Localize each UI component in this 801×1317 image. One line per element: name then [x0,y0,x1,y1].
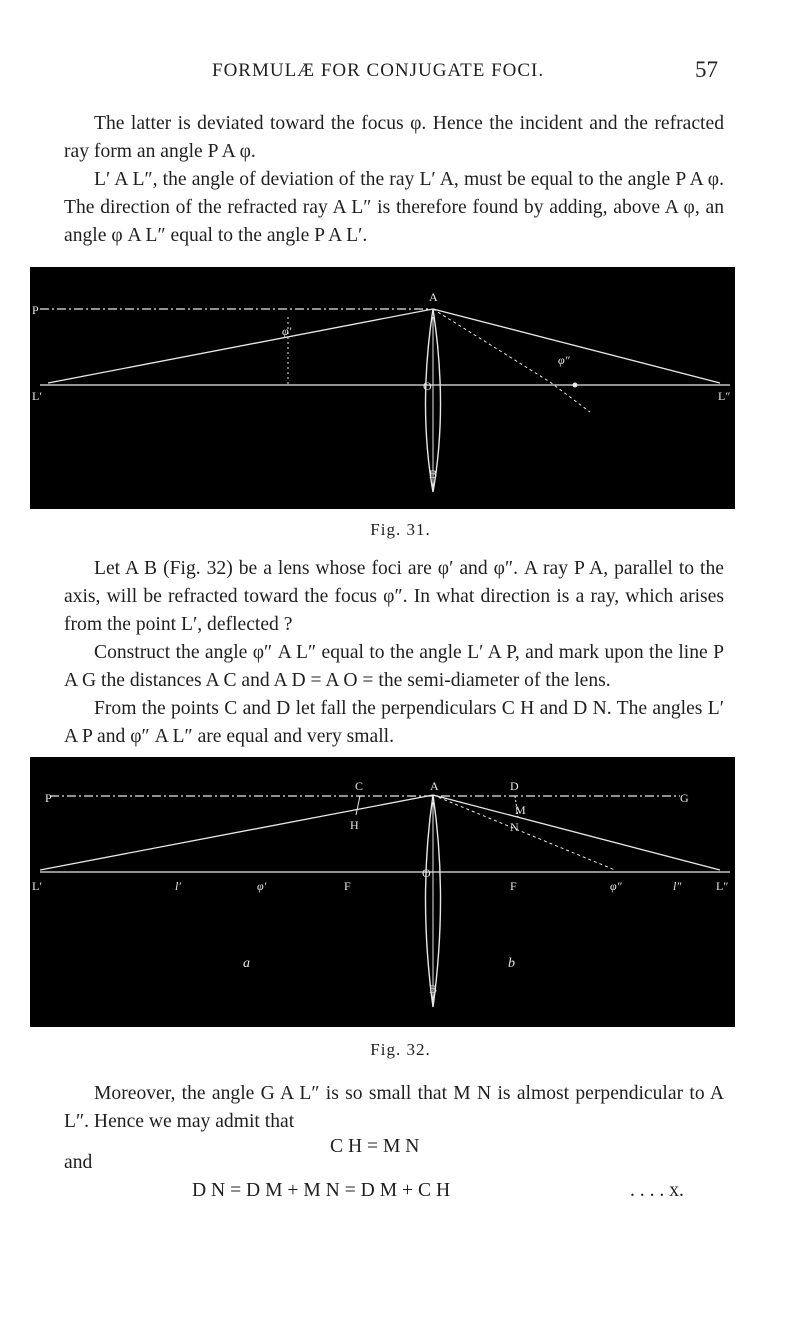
fig31-label-O: O [423,379,432,393]
paragraph-2 [64,555,724,751]
equation-connector: and [64,1152,93,1173]
paragraph-3 [64,1080,724,1136]
paragraph-1-line: The latter is deviated toward the focus φ. Hence the incident and the refracted ray form an angle P A φ. [64,113,724,162]
fig32-label-C: C [355,779,364,793]
fig31-label-B: B [429,467,438,481]
fig31-label-L2: L″ [718,389,731,403]
fig31-label-A: A [429,290,438,304]
paragraph-1 [64,110,724,250]
paragraph-2-line: Let A B (Fig. 32) be a lens whose foci are φ′ and φ″. A ray P A, parallel to the axis, will be refracted toward the focus φ″. In what direction is a ray, which arises from the point L′, deflected ? [64,558,724,635]
figure-32-diagram [30,757,735,1027]
fig32-label-a: a [243,956,250,971]
fig32-label-O: O [422,866,431,880]
fig32-label-F1: F [344,879,351,893]
fig32-label-B: B [429,982,438,996]
fig31-label-phi1: φ′ [282,324,292,338]
figure-31 [30,267,735,509]
fig32-label-l1: l′ [175,879,181,893]
figure-32 [30,757,735,1027]
fig32-label-l2: l″ [673,879,682,893]
fig32-label-phi1: φ′ [257,879,267,893]
paragraph-2-line: From the points C and D let fall the perpendiculars C H and D N. The angles L′ A P and φ″ A L″ are equal and very small. [64,698,724,747]
fig32-label-G: G [680,791,689,805]
page-number: 57 [695,57,718,82]
fig31-label-L1: L′ [32,389,42,403]
equation-2: D N = D M + M N = D M + C H [192,1180,451,1201]
fig32-label-L2: L″ [716,879,729,893]
fig32-label-A: A [430,779,439,793]
fig32-label-L1: L′ [32,879,42,893]
fig32-label-M: M [515,803,526,817]
fig32-label-phi2: φ″ [610,879,622,893]
paragraph-3-line: Moreover, the angle G A L″ is so small that M N is almost perpendicular to A L″. Hence we may admit that [64,1083,724,1132]
page-header [0,57,801,86]
figure-32-caption: Fig. 32. [370,1040,431,1059]
fig32-label-F2: F [510,879,517,893]
equation-2-tag: . . . . x. [630,1180,684,1201]
fig32-label-D: D [510,779,519,793]
paragraph-2-line: Construct the angle φ″ A L″ equal to the angle L′ A P, and mark upon the line P A G the distances A C and A D = A O = the semi-diameter of the lens. [64,642,724,691]
fig32-label-P: P [45,791,52,805]
running-title: FORMULÆ FOR CONJUGATE FOCI. [212,60,545,81]
equation-1: C H = M N [330,1136,420,1157]
fig32-label-b: b [508,956,515,971]
fig31-label-P: P [32,303,39,317]
figure-31-caption: Fig. 31. [370,520,431,539]
figure-31-diagram [30,267,735,509]
fig31-label-phi2: φ″ [558,353,570,367]
fig32-label-N: N [510,820,519,834]
fig32-label-H: H [350,818,359,832]
paragraph-1-line: L′ A L″, the angle of deviation of the ray L′ A, must be equal to the angle P A φ. The direction of the refracted ray A L″ is therefore found by adding, above A φ, an angle φ A L″ equal to the angle P A L′. [64,169,724,246]
